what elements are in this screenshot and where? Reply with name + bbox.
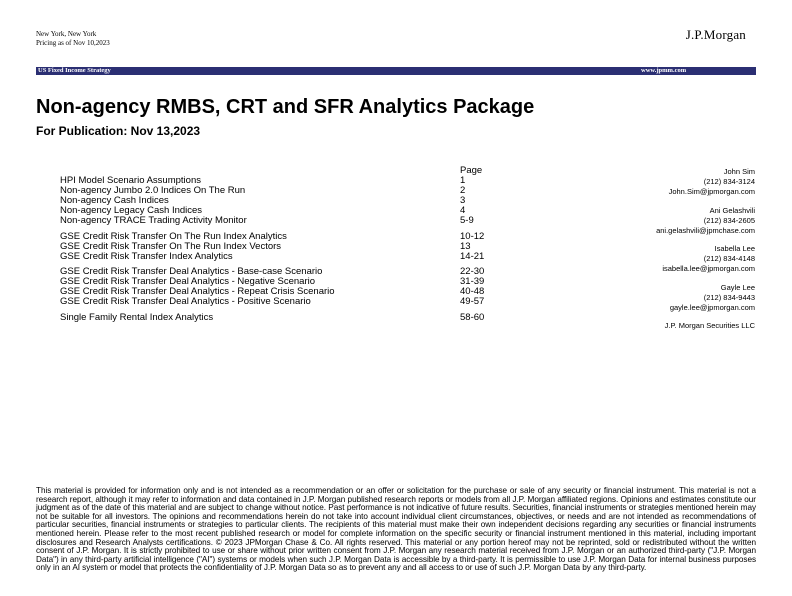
pricing-date: Pricing as of Nov 10,2023: [36, 39, 110, 47]
toc-item-page: 22-30: [460, 266, 485, 277]
analyst-contact: [555, 244, 755, 274]
page-column-header: Page: [460, 165, 483, 176]
analyst-contact: [555, 283, 755, 313]
toc-item-page: 1: [460, 175, 466, 186]
analyst-contacts: [555, 167, 755, 331]
analyst-name: Isabella Lee: [714, 244, 755, 253]
toc-item-label: GSE Credit Risk Transfer Deal Analytics - Negative Scenario: [60, 276, 316, 287]
analyst-name: John Sim: [723, 167, 755, 176]
toc-item-label: GSE Credit Risk Transfer On The Run Index Analytics: [60, 230, 287, 242]
toc-item-page: 5-9: [460, 215, 474, 226]
toc-item-page: 31-39: [460, 276, 485, 287]
toc-item-label: GSE Credit Risk Transfer Index Analytics: [60, 250, 233, 262]
toc-item-page: 4: [460, 205, 466, 216]
toc-item-page: 13: [460, 240, 471, 252]
analyst-contact: [555, 167, 755, 197]
toc-item-label: HPI Model Scenario Assumptions: [60, 175, 201, 186]
analyst-email[interactable]: ani.gelashvili@jpmchase.com: [656, 225, 755, 235]
toc-item[interactable]: [60, 216, 520, 226]
toc-item-page: 2: [460, 185, 466, 196]
location-text: New York, New York: [36, 30, 97, 38]
toc-item-label: GSE Credit Risk Transfer Deal Analytics - Base-case Scenario: [60, 266, 323, 277]
toc-item-label: Non-agency Cash Indices: [60, 195, 169, 206]
toc-item-page: 49-57: [460, 296, 485, 307]
strategy-label: US Fixed Income Strategy: [38, 67, 111, 74]
toc-item-label: Non-agency Jumbo 2.0 Indices On The Run: [60, 185, 246, 196]
toc-item-label: Non-agency Legacy Cash Indices: [60, 205, 203, 216]
toc-item-label: Single Family Rental Index Analytics: [60, 311, 214, 323]
toc-item-label: GSE Credit Risk Transfer On The Run Index Vectors: [60, 240, 282, 252]
analyst-email[interactable]: John.Sim@jpmorgan.com: [668, 187, 755, 196]
analyst-phone: (212) 834-9443: [703, 292, 755, 302]
toc-item-page: 40-48: [460, 286, 485, 297]
toc-item-label: GSE Credit Risk Transfer Deal Analytics - Repeat Crisis Scenario: [60, 286, 335, 297]
jpmorgan-logo: J.P.Morgan: [685, 27, 746, 42]
toc-item-page: 10-12: [460, 230, 485, 242]
analyst-phone: (212) 834-2605: [703, 215, 755, 225]
toc-item-label: Non-agency TRACE Trading Activity Monitor: [60, 215, 247, 226]
analyst-email[interactable]: isabella.lee@jpmorgan.com: [662, 264, 755, 273]
analyst-name: Ani Gelashvili: [709, 205, 755, 215]
publication-date: For Publication: Nov 13,2023: [36, 124, 201, 138]
analyst-phone: (212) 834-3124: [703, 177, 755, 186]
analyst-contact: [555, 206, 755, 236]
toc-item-page: 3: [460, 195, 466, 206]
header-band: [36, 67, 756, 75]
page-title: Non-agency RMBS, CRT and SFR Analytics Package: [36, 96, 535, 118]
table-of-contents: [60, 166, 520, 323]
website-link[interactable]: www.jpmm.com: [641, 67, 687, 74]
toc-item-label: GSE Credit Risk Transfer Deal Analytics - Positive Scenario: [60, 296, 311, 307]
toc-item-page: 58-60: [460, 311, 485, 323]
toc-item[interactable]: [60, 297, 520, 307]
firm-name: J.P. Morgan Securities LLC: [664, 321, 755, 330]
analyst-email[interactable]: gayle.lee@jpmorgan.com: [669, 302, 755, 312]
analyst-name: Gayle Lee: [720, 282, 755, 292]
toc-item[interactable]: [60, 252, 520, 262]
analyst-phone: (212) 834-4148: [703, 254, 755, 263]
location-block: [36, 30, 110, 48]
toc-item-page: 14-21: [460, 250, 485, 262]
toc-item[interactable]: [60, 313, 520, 323]
disclaimer-text: This material is provided for information only and is not intended as a recommendation or an offer or solicitation for the purchase or sale of any security or financial instrument. This material is not a research report, although it may refer to information and data contained in J.P. Morgan published research reports or models from all J.P. Morgan affiliated regions. Opinions and estimates constitute our judgment as of the date of this material and are subject to change without notice. Past performance is not indicative of future results. Securities, financial instruments or strategies mentioned herein may not be suitable for all investors. The opinions and recommendations herein do not take into account individual client circumstances, objectives, or needs and are not intended as recommendations of particular securities, financial instruments or strategies to particular clients. The recipients of this material must make their own independent decisions regarding any securities or financial instruments mentioned herein. Please refer to the most recent published research or model for complete information on the specific security or financial instrument mentioned in this material, including important disclosures and Research Analysts certifications. © 2023 JPMorgan Chase & Co. All rights reserved. This material or any portion hereof may not be reprinted, sold or redistributed without the written consent of J.P. Morgan. It is strictly prohibited to use or share without prior written consent from J.P. Morgan any research material received from J.P. Morgan or an authorized third-party ("J.P. Morgan Data") in any third-party artificial intelligence ("AI") systems or models when such J.P. Morgan Data is accessible by a third-party. It is permissible to use J.P. Morgan Data for internal business purposes only in an AI system or model that protects the confidentiality of J.P. Morgan Data so as to prevent any and all access to or use of such J.P. Morgan Data by any third-party.: [36, 486, 756, 573]
